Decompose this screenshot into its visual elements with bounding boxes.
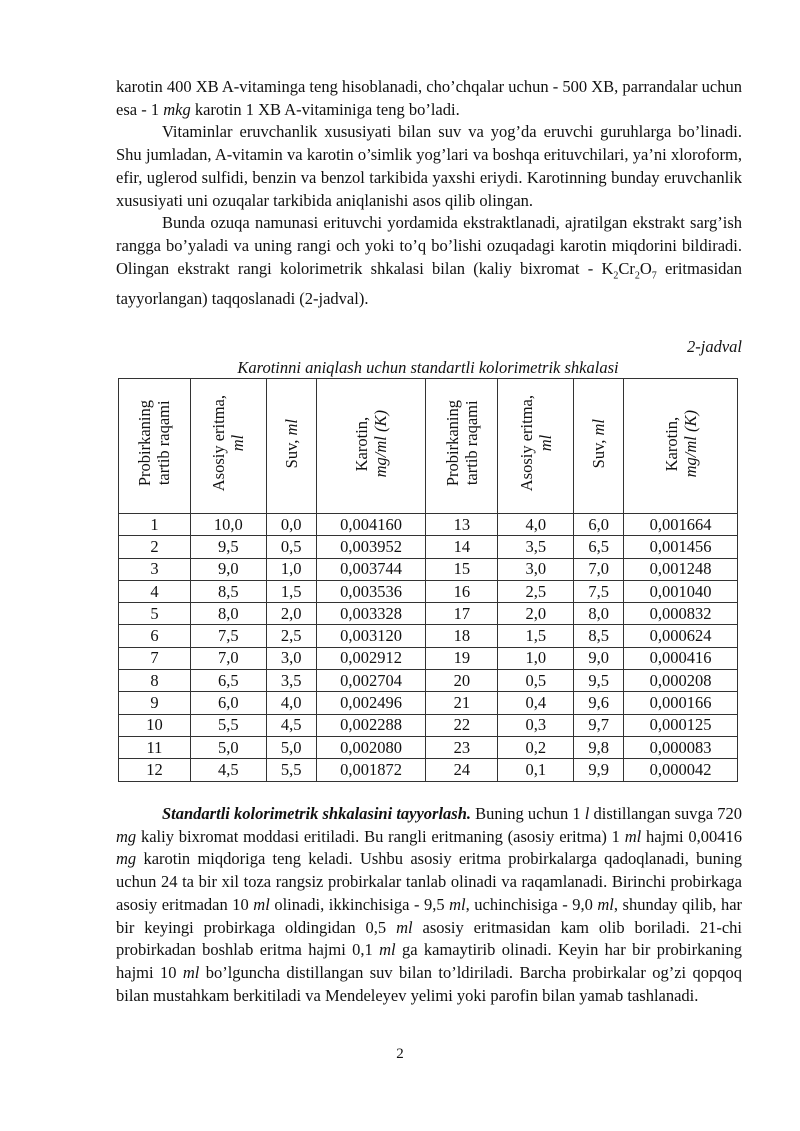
table-cell: 0,000416 [624,647,738,669]
page-number: 2 [396,1046,404,1062]
table-cell: 7 [119,647,191,669]
table-cell: 13 [426,514,498,536]
table-cell: 15 [426,558,498,580]
table-cell: 0,0 [266,514,316,536]
table-cell: 9,0 [190,558,266,580]
table-cell: 4 [119,580,191,602]
table-cell: 5 [119,603,191,625]
intro-text [116,76,742,310]
paragraph-extraction: Bunda ozuqa namunasi erituvchi yordamida ekstraktlanadi, ajratilgan ekstrakt sarg’ish rangga bo’yaladi va uning rangi och yoki to’q bo’lishi ozuqadagi karotin miqdorini bildiradi. Olingan ekstrakt rangi kolorimetrik shkalasi bilan (kaliy bixromat - $K_2Cr_2O_7$ eritmasidan tayyorlangan) taqqoslanadi (2-jadval). [116,213,742,308]
table-cell: 11 [119,736,191,758]
header-tube-number-2: Probirkaning tartib raqami [426,379,498,514]
header-carotene: Karotin, mg/ml (K) [316,379,426,514]
table-cell: 1,5 [266,580,316,602]
table-cell: 4,5 [190,759,266,781]
colorimetric-scale-table [118,378,738,782]
table-cell: 7,0 [190,647,266,669]
table-cell: 24 [426,759,498,781]
table-cell: 0,000083 [624,736,738,758]
table-cell: 0,4 [498,692,574,714]
table-row [119,759,738,781]
table-cell: 1,0 [498,647,574,669]
table-cell: 0,5 [498,670,574,692]
table-cell: 2,5 [266,625,316,647]
header-carotene-2: Karotin, mg/ml (K) [624,379,738,514]
table-cell: 19 [426,647,498,669]
paragraph-preparation: Standartli kolorimetrik shkalasini tayyorlash. Buning uchun 1 l distillangan suvga 720 mg kaliy bixromat moddasi eritiladi. Bu rangli eritmaning (asosiy eritma) 1 ml hajmi 0,00416 mg karotin miqdoriga teng keladi. Ushbu asosiy eritma probirkalarga qadoqlanadi, buning uchun 24 ta bir xil toza rangsiz probirkalar tanlab olinadi va raqamlanadi. Birinchi probirkaga asosiy eritmadan 10 ml olinadi, ikkinchisiga - 9,5 ml, uchinchisiga - 9,0 ml, shunday qilib, har bir keyingi probirkaga oldingidan 0,5 ml asosiy eritmasidan kam olib boriladi. 21-chi probirkadan boshlab eritma hajmi 0,1 ml ga kamaytirib olinadi. Keyin har bir probirkaning hajmi 10 ml bo’lguncha distillangan suv bilan to’ldiriladi. Barcha probirkalar og’zi qopqoq bilan mustahkam berkitiladi va Mendeleyev yelimi yoki parofin bilan yamab tashlanadi. [116,804,743,1005]
table-caption: Karotinni aniqlash uchun standartli kolorimetrik shkalasi [237,358,619,377]
table-cell: 0,000125 [624,714,738,736]
table-cell: 0,000042 [624,759,738,781]
table-cell: 23 [426,736,498,758]
table-cell: 6,0 [190,692,266,714]
table-cell: 22 [426,714,498,736]
table-cell: 10,0 [190,514,266,536]
table-cell: 0,2 [498,736,574,758]
table-row [119,625,738,647]
table-cell: 0,001040 [624,580,738,602]
table-row [119,670,738,692]
table-cell: 8,0 [190,603,266,625]
table-cell: 0,002288 [316,714,426,736]
table-cell: 1 [119,514,191,536]
table-cell: 12 [119,759,191,781]
table-cell: 0,004160 [316,514,426,536]
header-water: Suv, ml [266,379,316,514]
table-cell: 6 [119,625,191,647]
table-cell: 0,1 [498,759,574,781]
table-cell: 4,5 [266,714,316,736]
table-row [119,603,738,625]
table-cell: 0,001664 [624,514,738,536]
table-cell: 0,003744 [316,558,426,580]
table-cell: 9,6 [574,692,624,714]
table-cell: 0,000832 [624,603,738,625]
table-row [119,514,738,536]
table-cell: 9,5 [574,670,624,692]
header-stock-solution-2: Asosiy eritma, ml [498,379,574,514]
table-cell: 0,3 [498,714,574,736]
paragraph-solubility: Vitaminlar eruvchanlik xususiyati bilan suv va yog’da eruvchi guruhlarga bo’linadi. Shu jumladan, A-vitamin va karotin o’simlik yog’lari va boshqa erituvchilari, ya’ni xloroform, efir, uglerod sulfidi, benzin va benzol tarkibida yaxshi eriydi. Karotinning bunday eruvchanlik xususiyati uni ozuqalar tarkibida aniqlanishi asos qilib olingan. [116,122,742,210]
table-row [119,692,738,714]
table-header-row [119,379,738,514]
table-cell: 14 [426,536,498,558]
table-cell: 3,5 [266,670,316,692]
table-cell: 1,0 [266,558,316,580]
table-cell: 8,0 [574,603,624,625]
table-cell: 2,0 [266,603,316,625]
table-cell: 0,001872 [316,759,426,781]
header-water-2: Suv, ml [574,379,624,514]
table-cell: 3 [119,558,191,580]
table-cell: 2,0 [498,603,574,625]
table-row [119,736,738,758]
table-row [119,558,738,580]
table-cell: 0,002704 [316,670,426,692]
table-label: 2-jadval [687,337,742,356]
table-cell: 0,000166 [624,692,738,714]
table-cell: 0,000624 [624,625,738,647]
table-cell: 5,5 [266,759,316,781]
table-row [119,580,738,602]
table-cell: 0,000208 [624,670,738,692]
table-cell: 9,8 [574,736,624,758]
table-cell: 21 [426,692,498,714]
preparation-text [116,803,742,1007]
table-cell: 8,5 [574,625,624,647]
table-cell: 0,5 [266,536,316,558]
table-cell: 7,0 [574,558,624,580]
table-cell: 18 [426,625,498,647]
table-cell: 9,5 [190,536,266,558]
table-cell: 5,0 [190,736,266,758]
table-cell: 5,5 [190,714,266,736]
table-cell: 5,0 [266,736,316,758]
table-cell: 0,001248 [624,558,738,580]
table-cell: 17 [426,603,498,625]
paragraph-vitamin-equivalents: karotin 400 XB A-vitaminga teng hisoblanadi, cho’chqalar uchun - 500 XB, parrandalar uchun esa - 1 mkg karotin 1 XB A-vitaminiga teng bo’ladi. [116,77,742,119]
table-cell: 6,5 [190,670,266,692]
table-cell: 9,0 [574,647,624,669]
table-cell: 3,5 [498,536,574,558]
table-cell: 7,5 [190,625,266,647]
table-row [119,647,738,669]
header-tube-number: Probirkaning tartib raqami [119,379,191,514]
table-cell: 3,0 [266,647,316,669]
table-cell: 0,002496 [316,692,426,714]
table-cell: 4,0 [266,692,316,714]
table-cell: 8,5 [190,580,266,602]
table-cell: 9 [119,692,191,714]
table-row [119,536,738,558]
table-body [119,514,738,782]
table-cell: 8 [119,670,191,692]
table-cell: 3,0 [498,558,574,580]
table-cell: 9,9 [574,759,624,781]
table-cell: 2,5 [498,580,574,602]
table-row [119,714,738,736]
table-cell: 7,5 [574,580,624,602]
table-cell: 0,003328 [316,603,426,625]
table-cell: 1,5 [498,625,574,647]
table-cell: 2 [119,536,191,558]
table-cell: 0,001456 [624,536,738,558]
table-cell: 0,003952 [316,536,426,558]
table-cell: 4,0 [498,514,574,536]
table-cell: 0,003120 [316,625,426,647]
table-cell: 6,0 [574,514,624,536]
table-cell: 6,5 [574,536,624,558]
table-cell: 16 [426,580,498,602]
table-cell: 20 [426,670,498,692]
table-cell: 9,7 [574,714,624,736]
header-stock-solution: Asosiy eritma, ml [190,379,266,514]
table-cell: 10 [119,714,191,736]
table-cell: 0,002912 [316,647,426,669]
table-cell: 0,002080 [316,736,426,758]
table-cell: 0,003536 [316,580,426,602]
